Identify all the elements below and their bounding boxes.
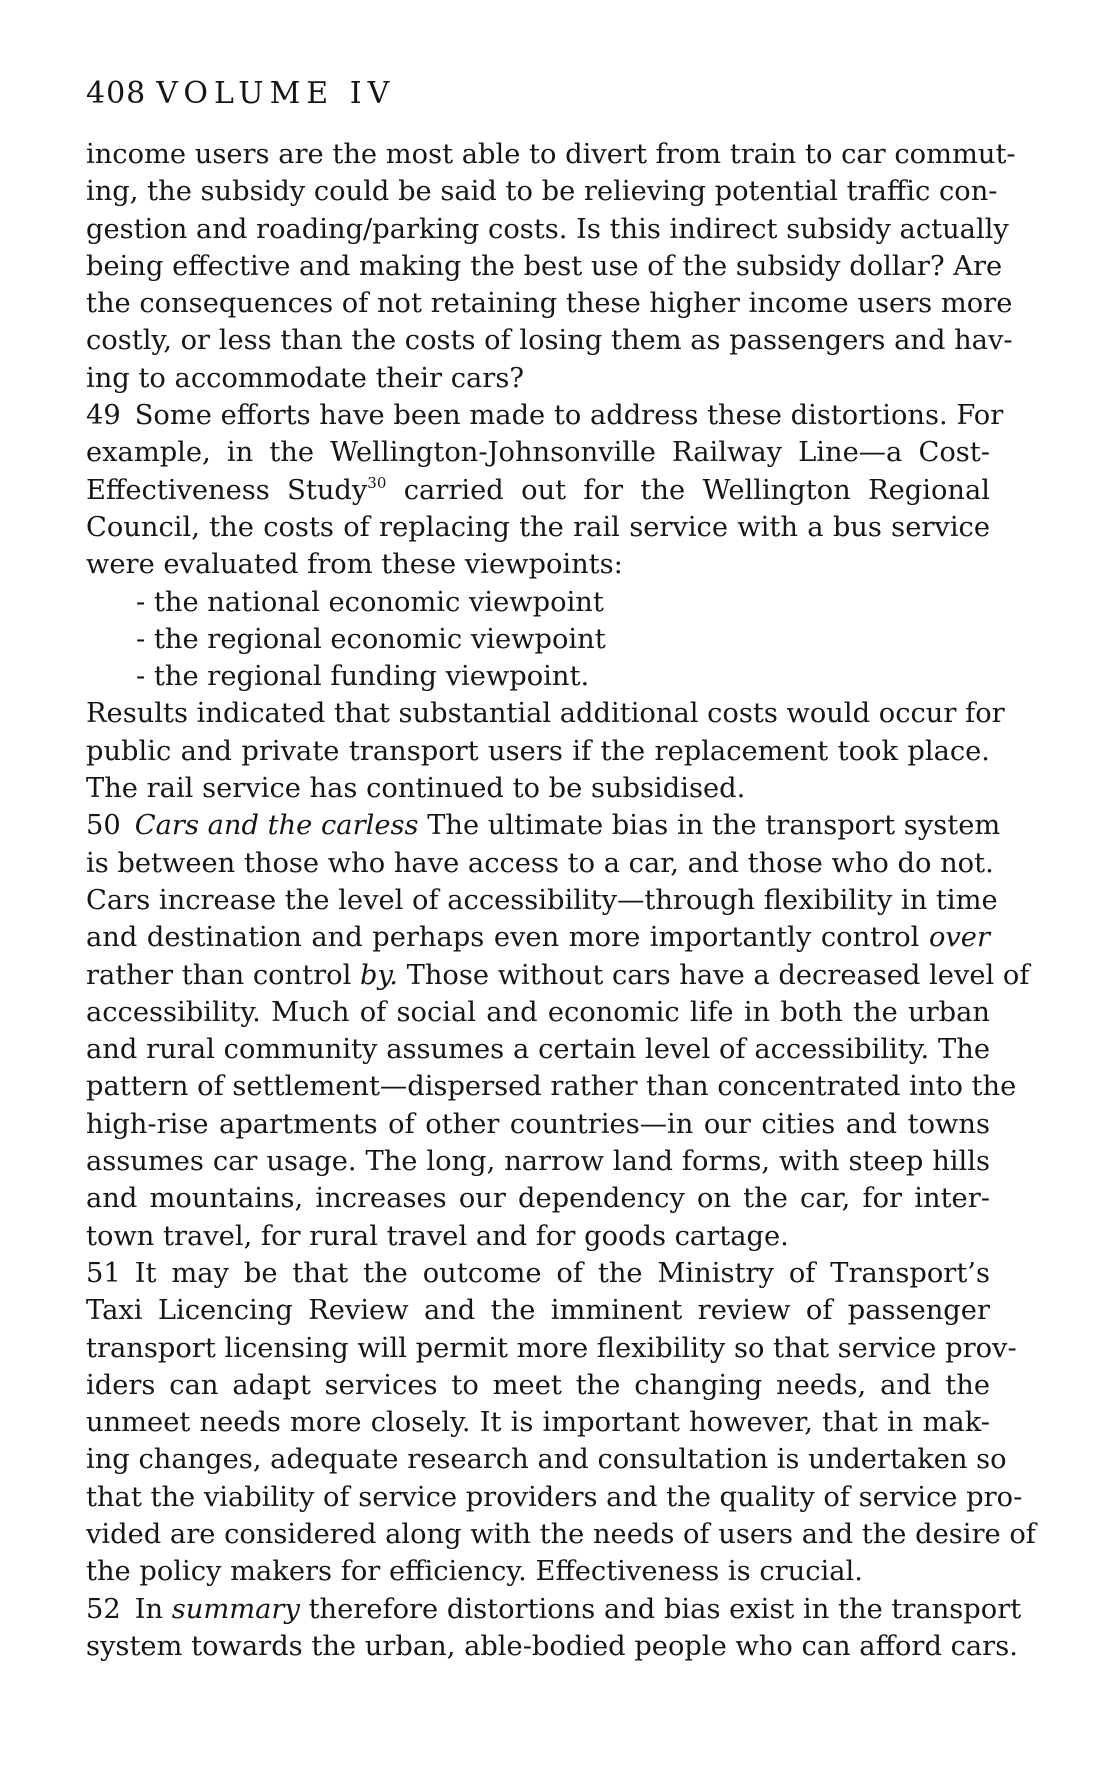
text-line: unmeet needs more closely. It is important however, that in mak- xyxy=(86,1407,990,1439)
text-line: vided are considered along with the needs of users and the desire of xyxy=(86,1518,1036,1550)
text-line: ing, the subsidy could be said to be relieving potential traffic con- xyxy=(86,176,998,208)
text-line: being effective and making the best use of the subsidy dollar? Are xyxy=(86,250,1003,282)
text-line: Cars increase the level of accessibility—through flexibility in time xyxy=(86,884,998,916)
text-line: system towards the urban, able-bodied people who can afford cars. xyxy=(86,1630,1018,1662)
text-line: and destination and perhaps even more importantly control over xyxy=(86,922,990,954)
volume-label: VOLUME IV xyxy=(156,76,396,111)
list-item: - the regional economic viewpoint xyxy=(136,623,606,655)
text-line: Council, the costs of replacing the rail service with a bus service xyxy=(86,511,990,543)
text-line: town travel, for rural travel and for goods cartage. xyxy=(86,1220,789,1252)
text-line: income users are the most able to divert from train to car commut- xyxy=(86,139,1016,170)
text-line: and rural community assumes a certain level of accessibility. The xyxy=(86,1034,990,1066)
paragraph-heading: Cars and the carless xyxy=(134,810,419,842)
text-line: and mountains, increases our dependency on the car, for inter- xyxy=(86,1183,990,1215)
text-line: were evaluated from these viewpoints: xyxy=(86,549,623,581)
paragraph-50-first-line: 50 Cars and the carless The ultimate bias in the transport system xyxy=(86,810,1001,842)
text-line: pattern of settlement—dispersed rather than concentrated into the xyxy=(86,1071,1017,1103)
paragraph-51-first-line: 51 It may be that the outcome of the Ministry of Transport’s xyxy=(86,1257,990,1289)
text-line: accessibility. Much of social and economic life in both the urban xyxy=(86,996,990,1028)
text-line: is between those who have access to a car, and those who do not. xyxy=(86,847,994,879)
paragraph-number: 49 xyxy=(86,400,121,432)
paragraph-number: 51 xyxy=(86,1257,121,1289)
paragraph-52-first-line: 52 In summary therefore distortions and bias exist in the transport xyxy=(86,1593,1022,1625)
text-line: The rail service has continued to be subsidised. xyxy=(86,773,746,805)
text-line: Results indicated that substantial additional costs would occur for xyxy=(86,698,1005,730)
text-line: transport licensing will permit more flexibility so that service prov- xyxy=(86,1332,1017,1364)
text-line: costly, or less than the costs of losing them as passengers and hav- xyxy=(86,325,1013,357)
text-line: rather than control by. Those without cars have a decreased level of xyxy=(86,959,1030,991)
text-line: gestion and roading/parking costs. Is this indirect subsidy actually xyxy=(86,213,1009,245)
text-line: Taxi Licencing Review and the imminent review of passenger xyxy=(86,1295,990,1327)
list-item: - the regional funding viewpoint. xyxy=(136,661,590,693)
text-line: high-rise apartments of other countries—in our cities and towns xyxy=(86,1108,990,1140)
text-line: that the viability of service providers and the quality of service pro- xyxy=(86,1481,1023,1513)
text-line: the consequences of not retaining these higher income users more xyxy=(86,288,1013,320)
text-line: iders can adapt services to meet the changing needs, and the xyxy=(86,1369,990,1401)
text-line: assumes car usage. The long, narrow land forms, with steep hills xyxy=(86,1146,990,1178)
page-number: 408 xyxy=(86,76,147,111)
list-item: - the national economic viewpoint xyxy=(136,586,604,618)
text-line: the policy makers for efficiency. Effectiveness is crucial. xyxy=(86,1556,863,1588)
paragraph-number: 52 xyxy=(86,1593,121,1625)
page-body xyxy=(86,136,1036,1665)
footnote-ref: 30 xyxy=(367,473,387,492)
text-line: public and private transport users if the replacement took place. xyxy=(86,735,990,767)
running-header xyxy=(86,76,395,112)
text-line: ing changes, adequate research and consultation is undertaken so xyxy=(86,1444,1007,1476)
paragraph-number: 50 xyxy=(86,810,121,842)
paragraph-49-first-line: 49 Some efforts have been made to address these distortions. For xyxy=(86,400,1004,432)
text-line: ing to accommodate their cars? xyxy=(86,362,524,394)
text-line: example, in the Wellington-Johnsonville Railway Line—a Cost- xyxy=(86,437,990,469)
text-line: Effectiveness Study$^{30}$ carried out for the Wellington Regional xyxy=(86,473,990,506)
